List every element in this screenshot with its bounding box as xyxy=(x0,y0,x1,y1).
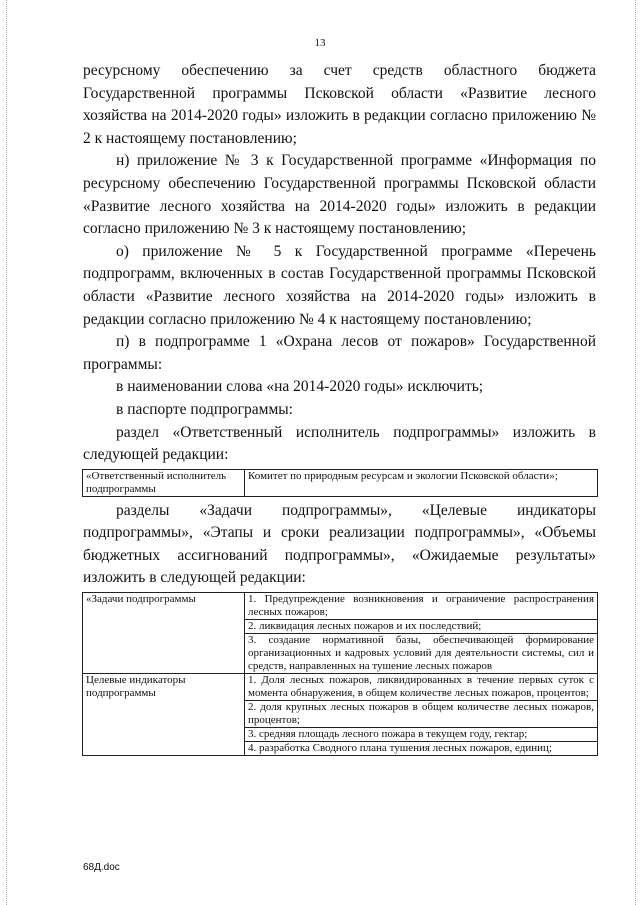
table-row xyxy=(83,593,598,674)
scan-edge-left xyxy=(6,0,7,905)
paragraph: в наименовании слова «на 2014-2020 годы» исключить; xyxy=(116,378,484,396)
list-item: 4. разработка Сводного плана тушения лесных пожаров, единиц; xyxy=(245,741,597,755)
table-row xyxy=(83,469,598,496)
table-cell-label: «Ответственный исполнитель подпрограммы xyxy=(83,469,245,496)
paragraph: п) в подпрограмме 1 «Охрана лесов от пожаров» Государственной программы: xyxy=(83,333,596,373)
list-item: 3. создание нормативной базы, обеспечивающей формирование организационных и кадровых условий для деятельности системы, сил и средств, направленных на тушение лесных пожаров xyxy=(245,633,597,673)
list-item: 3. средняя площадь лесного пожара в текущем году, гектар; xyxy=(245,727,597,741)
page-number: 13 xyxy=(314,37,326,49)
executor-table xyxy=(82,469,598,497)
table-cell-label: Целевые индикаторы подпрограммы xyxy=(83,674,245,756)
list-item: 2. доля крупных лесных пожаров в общем количестве лесных пожаров, процентов; xyxy=(245,700,597,727)
list-item: 1. Доля лесных пожаров, ликвидированных в течение первых суток с момента обнаружения, в общем количестве лесных пожаров, процентов; xyxy=(248,674,594,700)
paragraph: н) приложение № 3 к Государственной программе «Информация по ресурсному обеспечению Государственной программы Псковской области «Развитие лесного хозяйства на 2014-2020 годы» изложить в редакции согласно приложению № 3 к настоящему постановлению; xyxy=(83,152,596,238)
file-name-footer: 68Д.doc xyxy=(83,862,120,873)
table-cell-value: Комитет по природным ресурсам и экологии Псковской области»; xyxy=(245,469,598,496)
paragraph: в паспорте подпрограммы: xyxy=(116,400,293,418)
table-cell-label: «Задачи подпрограммы xyxy=(83,593,245,674)
subprogram-sections-table xyxy=(82,592,598,756)
paragraph: разделы «Задачи подпрограммы», «Целевые индикаторы подпрограммы», «Этапы и сроки реализации подпрограммы», «Объемы бюджетных ассигнований подпрограммы», «Ожидаемые результаты» изложить в следующей редакции: xyxy=(83,501,596,587)
table-cell-items xyxy=(245,674,598,756)
table-row xyxy=(83,674,598,756)
scan-edge-right xyxy=(635,0,636,905)
paragraph: раздел «Ответственный исполнитель подпрограммы» изложить в следующей редакции: xyxy=(83,423,596,464)
list-item: 2. ликвидация лесных пожаров и их последствий; xyxy=(245,619,597,633)
document-body xyxy=(83,60,596,756)
list-item: 1. Предупреждение возникновения и ограничение распространения лесных пожаров; xyxy=(248,593,594,619)
table-cell-items xyxy=(245,593,598,674)
paragraph: о) приложение № 5 к Государственной программе «Перечень подпрограмм, включенных в состав Государственной программы Псковской области «Развитие лесного хозяйства на 2014-2020 годы» изложить в редакции согласно приложению № 4 к настоящему постановлению; xyxy=(83,242,596,328)
paragraph: ресурсному обеспечению за счет средств областного бюджета Государственной программы Псковской области «Развитие лесного хозяйства на 2014-2020 годы» изложить в редакции согласно приложению № 2 к настоящему постановлению; xyxy=(83,62,596,147)
